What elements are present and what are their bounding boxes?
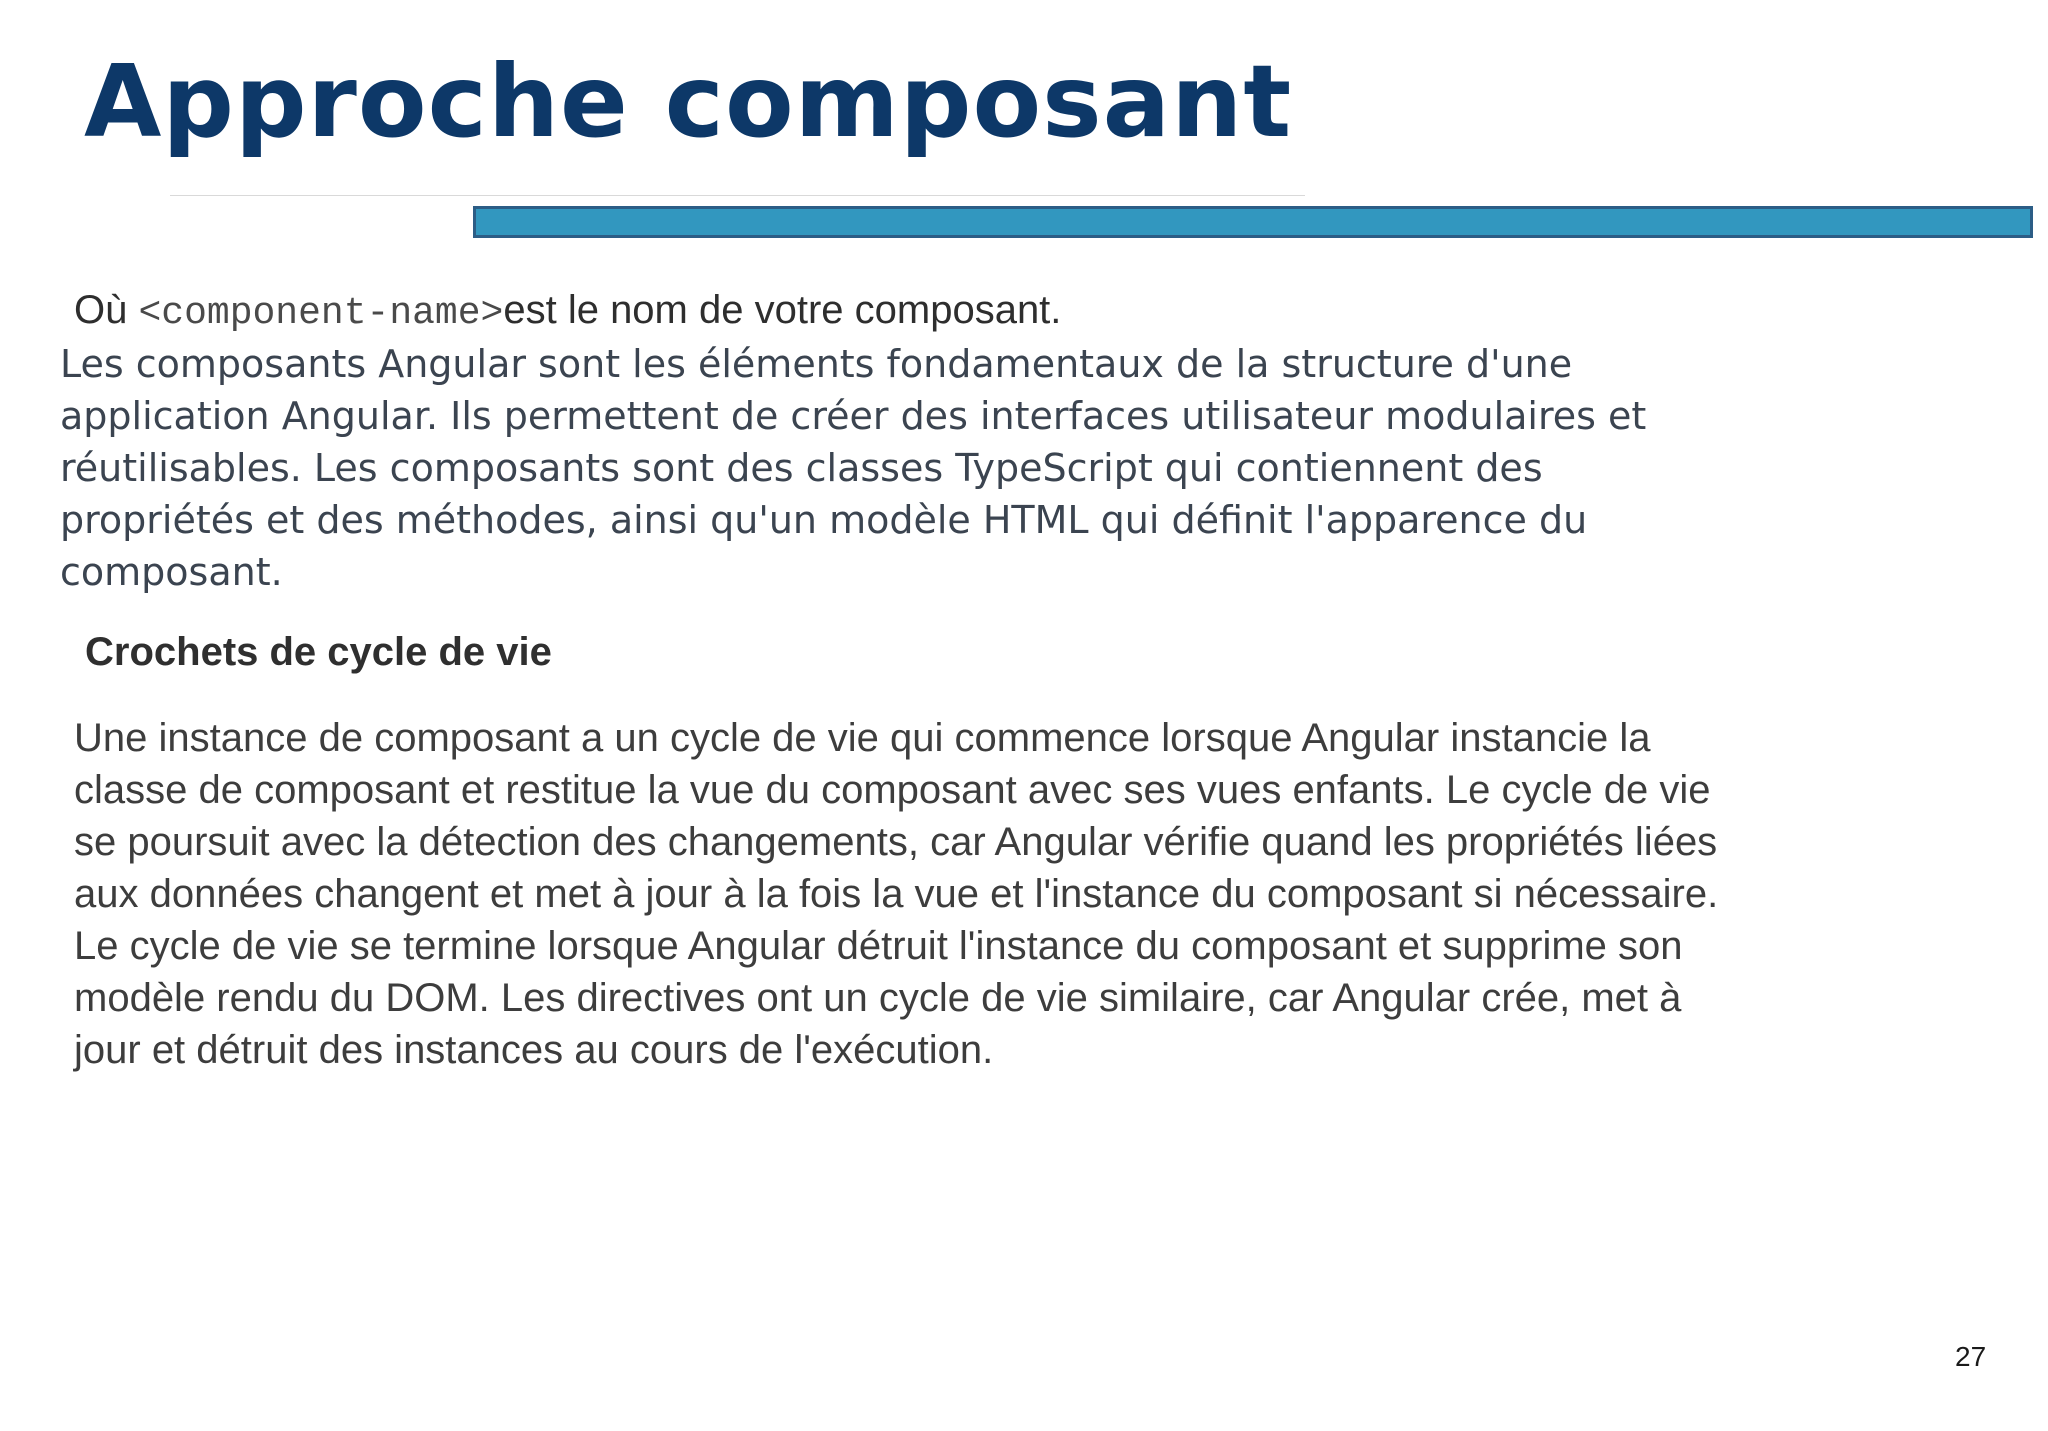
accent-bar xyxy=(473,206,2033,238)
lifecycle-heading: Crochets de cycle de vie xyxy=(85,630,552,674)
slide-title: Approche composant xyxy=(84,43,1293,160)
note-prefix: Où xyxy=(74,288,139,332)
component-name-note xyxy=(74,282,1061,342)
intro-paragraph: Les composants Angular sont les éléments fondamentaux de la structure d'une application Angular. Ils permettent de créer des interfaces utilisateur modulaires et réutilisables. Les composants sont des classes TypeScript qui contiennent des propriétés et des méthodes, ainsi qu'un modèle HTML qui définit l'apparence du composant. xyxy=(60,342,1647,594)
component-name-code: <component-name> xyxy=(138,292,504,335)
lifecycle-paragraph: Une instance de composant a un cycle de vie qui commence lorsque Angular instancie la classe de composant et restitue la vue du composant avec ses vues enfants. Le cycle de vie se poursuit avec la détection des changements, car Angular vérifie quand les propriétés liées aux données changent et met à jour à la fois la vue et l'instance du composant si nécessaire. Le cycle de vie se termine lorsque Angular détruit l'instance du composant et supprime son modèle rendu du DOM. Les directives ont un cycle de vie similaire, car Angular crée, met à jour et détruit des instances au cours de l'exécution. xyxy=(74,716,1719,1072)
page-number: 27 xyxy=(1955,1341,1987,1372)
note-suffix: est le nom de votre composant. xyxy=(503,288,1062,332)
title-divider xyxy=(170,195,1305,196)
